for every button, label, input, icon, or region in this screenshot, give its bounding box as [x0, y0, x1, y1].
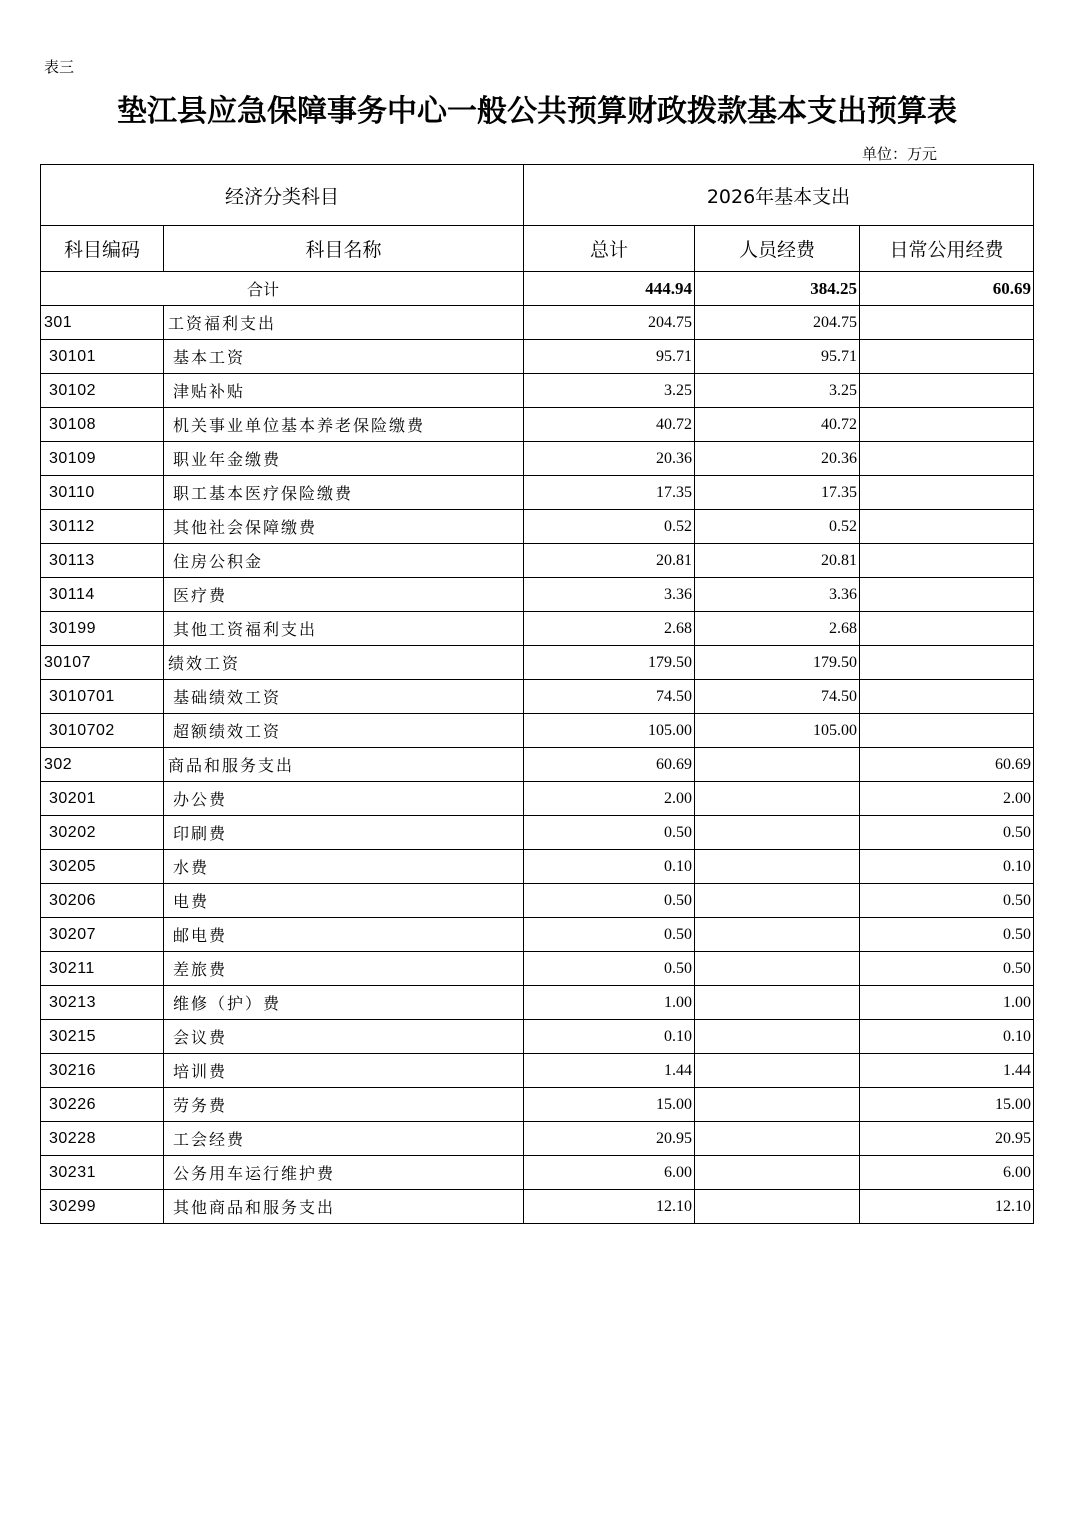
cell-public: 15.00 [860, 1088, 1034, 1122]
cell-name: 劳务费 [164, 1088, 524, 1122]
cell-name: 差旅费 [164, 952, 524, 986]
cell-public: 1.44 [860, 1054, 1034, 1088]
cell-public [860, 374, 1034, 408]
cell-public: 12.10 [860, 1190, 1034, 1224]
cell-code: 30231 [41, 1156, 164, 1190]
cell-name: 印刷费 [164, 816, 524, 850]
table-row [41, 476, 1034, 510]
cell-public: 20.95 [860, 1122, 1034, 1156]
cell-personnel: 40.72 [695, 408, 860, 442]
cell-personnel [695, 748, 860, 782]
cell-name: 其他商品和服务支出 [164, 1190, 524, 1224]
cell-personnel: 204.75 [695, 306, 860, 340]
cell-total: 2.68 [524, 612, 695, 646]
cell-total: 3.36 [524, 578, 695, 612]
cell-code: 30201 [41, 782, 164, 816]
cell-code: 30107 [41, 646, 164, 680]
cell-personnel [695, 850, 860, 884]
cell-public [860, 442, 1034, 476]
table-row [41, 544, 1034, 578]
table-row [41, 884, 1034, 918]
table-row [41, 952, 1034, 986]
cell-total: 0.10 [524, 1020, 695, 1054]
cell-code: 30213 [41, 986, 164, 1020]
cell-total: 0.52 [524, 510, 695, 544]
cell-public [860, 646, 1034, 680]
cell-name: 医疗费 [164, 578, 524, 612]
header-name: 科目名称 [164, 226, 524, 272]
cell-total: 40.72 [524, 408, 695, 442]
cell-public [860, 612, 1034, 646]
table-row [41, 816, 1034, 850]
summary-personnel: 384.25 [695, 272, 860, 306]
summary-total: 444.94 [524, 272, 695, 306]
cell-name: 维修（护）费 [164, 986, 524, 1020]
cell-public: 0.50 [860, 918, 1034, 952]
cell-name: 基础绩效工资 [164, 680, 524, 714]
table-row [41, 782, 1034, 816]
cell-name: 公务用车运行维护费 [164, 1156, 524, 1190]
cell-public [860, 544, 1034, 578]
cell-code: 30101 [41, 340, 164, 374]
cell-total: 20.95 [524, 1122, 695, 1156]
cell-total: 17.35 [524, 476, 695, 510]
cell-total: 60.69 [524, 748, 695, 782]
cell-total: 0.50 [524, 816, 695, 850]
cell-personnel [695, 884, 860, 918]
cell-code: 30202 [41, 816, 164, 850]
table-row [41, 510, 1034, 544]
table-body [41, 306, 1034, 1224]
cell-personnel: 20.81 [695, 544, 860, 578]
cell-public [860, 680, 1034, 714]
cell-name: 电费 [164, 884, 524, 918]
cell-total: 20.81 [524, 544, 695, 578]
cell-total: 2.00 [524, 782, 695, 816]
cell-code: 301 [41, 306, 164, 340]
cell-personnel: 74.50 [695, 680, 860, 714]
cell-code: 30205 [41, 850, 164, 884]
cell-total: 12.10 [524, 1190, 695, 1224]
page-title: 垫江县应急保障事务中心一般公共预算财政拨款基本支出预算表 [117, 94, 957, 129]
cell-code: 302 [41, 748, 164, 782]
cell-public: 6.00 [860, 1156, 1034, 1190]
cell-code: 30211 [41, 952, 164, 986]
table-row [41, 646, 1034, 680]
cell-personnel [695, 1054, 860, 1088]
cell-personnel: 3.25 [695, 374, 860, 408]
cell-code: 30206 [41, 884, 164, 918]
header-row-columns [41, 226, 1034, 272]
cell-name: 住房公积金 [164, 544, 524, 578]
cell-name: 职业年金缴费 [164, 442, 524, 476]
table-row [41, 986, 1034, 1020]
cell-personnel [695, 952, 860, 986]
cell-total: 0.50 [524, 918, 695, 952]
cell-public: 60.69 [860, 748, 1034, 782]
cell-name: 超额绩效工资 [164, 714, 524, 748]
cell-personnel: 20.36 [695, 442, 860, 476]
table-row [41, 1054, 1034, 1088]
cell-personnel [695, 782, 860, 816]
cell-total: 1.00 [524, 986, 695, 1020]
cell-code: 30112 [41, 510, 164, 544]
cell-total: 179.50 [524, 646, 695, 680]
cell-name: 其他工资福利支出 [164, 612, 524, 646]
cell-name: 津贴补贴 [164, 374, 524, 408]
cell-total: 105.00 [524, 714, 695, 748]
cell-total: 0.50 [524, 952, 695, 986]
cell-code: 3010701 [41, 680, 164, 714]
cell-code: 30226 [41, 1088, 164, 1122]
cell-name: 机关事业单位基本养老保险缴费 [164, 408, 524, 442]
table-row [41, 850, 1034, 884]
cell-personnel [695, 1190, 860, 1224]
unit-label: 单位：万元 [862, 145, 938, 163]
table-row [41, 1190, 1034, 1224]
cell-personnel [695, 986, 860, 1020]
cell-total: 6.00 [524, 1156, 695, 1190]
cell-name: 办公费 [164, 782, 524, 816]
cell-public: 0.10 [860, 850, 1034, 884]
cell-name: 基本工资 [164, 340, 524, 374]
cell-code: 3010702 [41, 714, 164, 748]
cell-public [860, 476, 1034, 510]
table-row [41, 408, 1034, 442]
cell-total: 95.71 [524, 340, 695, 374]
cell-name: 工资福利支出 [164, 306, 524, 340]
cell-personnel [695, 1088, 860, 1122]
cell-code: 30207 [41, 918, 164, 952]
cell-name: 职工基本医疗保险缴费 [164, 476, 524, 510]
cell-total: 0.50 [524, 884, 695, 918]
cell-code: 30299 [41, 1190, 164, 1224]
table-row [41, 1020, 1034, 1054]
table-row [41, 1122, 1034, 1156]
cell-name: 商品和服务支出 [164, 748, 524, 782]
cell-total: 3.25 [524, 374, 695, 408]
cell-code: 30113 [41, 544, 164, 578]
cell-public: 0.50 [860, 952, 1034, 986]
table-row [41, 340, 1034, 374]
cell-total: 1.44 [524, 1054, 695, 1088]
header-economic-classification: 经济分类科目 [41, 165, 524, 226]
header-total: 总计 [524, 226, 695, 272]
table-row [41, 1088, 1034, 1122]
summary-label: 合计 [41, 272, 524, 306]
cell-code: 30215 [41, 1020, 164, 1054]
header-personnel: 人员经费 [695, 226, 860, 272]
table-row [41, 306, 1034, 340]
header-public: 日常公用经费 [860, 226, 1034, 272]
cell-personnel: 105.00 [695, 714, 860, 748]
cell-name: 其他社会保障缴费 [164, 510, 524, 544]
cell-code: 30102 [41, 374, 164, 408]
table-row [41, 578, 1034, 612]
cell-personnel: 179.50 [695, 646, 860, 680]
cell-public [860, 578, 1034, 612]
cell-total: 15.00 [524, 1088, 695, 1122]
cell-public [860, 714, 1034, 748]
cell-personnel [695, 1020, 860, 1054]
cell-code: 30216 [41, 1054, 164, 1088]
cell-personnel [695, 1156, 860, 1190]
cell-name: 工会经费 [164, 1122, 524, 1156]
header-code: 科目编码 [41, 226, 164, 272]
cell-public: 0.50 [860, 884, 1034, 918]
table-row [41, 612, 1034, 646]
table-row [41, 1156, 1034, 1190]
cell-code: 30114 [41, 578, 164, 612]
table-row [41, 442, 1034, 476]
table-row [41, 680, 1034, 714]
cell-total: 0.10 [524, 850, 695, 884]
table-row [41, 714, 1034, 748]
cell-name: 水费 [164, 850, 524, 884]
summary-public: 60.69 [860, 272, 1034, 306]
cell-name: 培训费 [164, 1054, 524, 1088]
table-row [41, 374, 1034, 408]
cell-public [860, 306, 1034, 340]
cell-public [860, 408, 1034, 442]
cell-total: 204.75 [524, 306, 695, 340]
cell-public [860, 510, 1034, 544]
cell-name: 会议费 [164, 1020, 524, 1054]
cell-personnel: 2.68 [695, 612, 860, 646]
cell-public: 0.50 [860, 816, 1034, 850]
cell-personnel [695, 1122, 860, 1156]
cell-public: 2.00 [860, 782, 1034, 816]
cell-code: 30228 [41, 1122, 164, 1156]
cell-personnel: 0.52 [695, 510, 860, 544]
cell-code: 30109 [41, 442, 164, 476]
cell-public: 0.10 [860, 1020, 1034, 1054]
cell-personnel: 3.36 [695, 578, 860, 612]
table-row [41, 918, 1034, 952]
table-label: 表三 [44, 58, 75, 76]
cell-public [860, 340, 1034, 374]
cell-name: 绩效工资 [164, 646, 524, 680]
cell-public: 1.00 [860, 986, 1034, 1020]
cell-code: 30199 [41, 612, 164, 646]
cell-personnel: 95.71 [695, 340, 860, 374]
cell-total: 74.50 [524, 680, 695, 714]
header-row-group [41, 165, 1034, 226]
summary-row [41, 272, 1034, 306]
cell-code: 30108 [41, 408, 164, 442]
cell-code: 30110 [41, 476, 164, 510]
cell-total: 20.36 [524, 442, 695, 476]
cell-name: 邮电费 [164, 918, 524, 952]
cell-personnel [695, 816, 860, 850]
budget-table [40, 164, 1034, 1224]
header-year-expenditure: 2026年基本支出 [524, 165, 1034, 226]
table-row [41, 748, 1034, 782]
cell-personnel [695, 918, 860, 952]
cell-personnel: 17.35 [695, 476, 860, 510]
